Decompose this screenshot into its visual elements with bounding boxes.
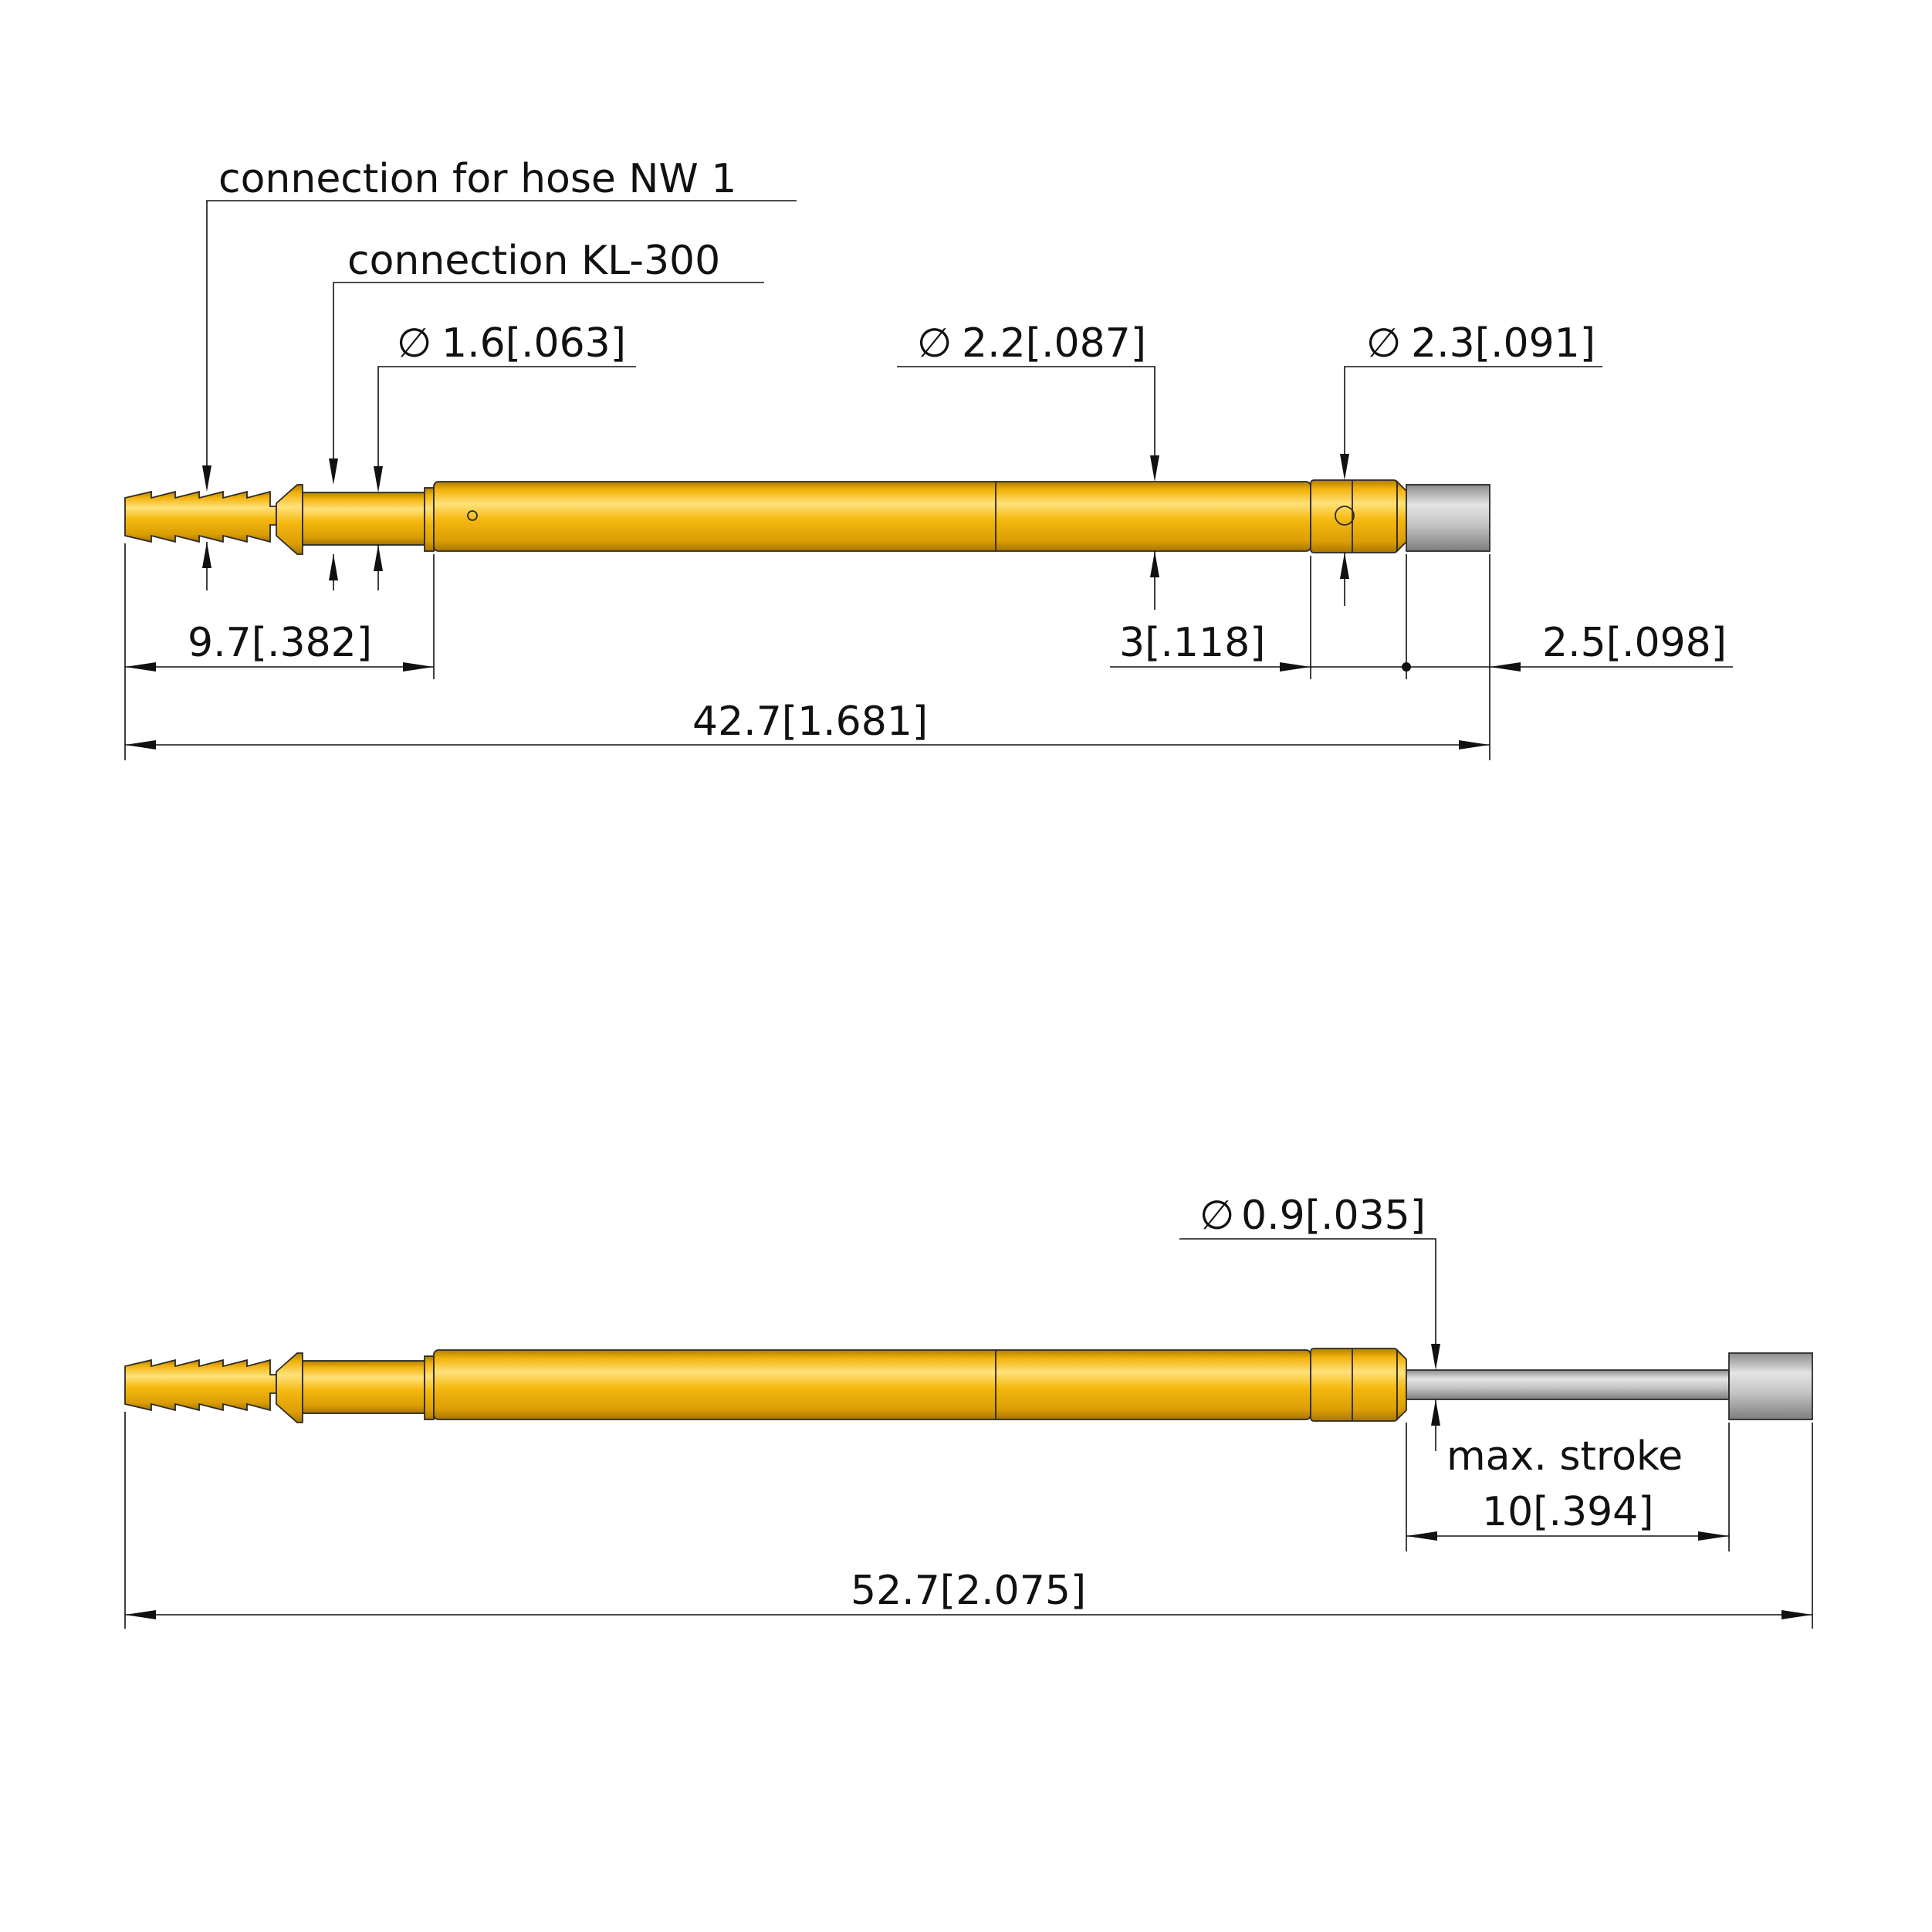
barrel-taper-bottom <box>1397 1350 1406 1419</box>
dim-overall-length-top: 42.7[1.681] <box>692 699 929 745</box>
dim-diameter-2-3: 2.3[.091] <box>1411 320 1596 367</box>
neck-step <box>425 488 434 551</box>
plunger-tip-bottom <box>1729 1353 1812 1419</box>
top-texts <box>188 156 1727 745</box>
diameter-symbol-2: ∅ <box>917 320 952 367</box>
barrel-2-2 <box>434 482 1311 551</box>
hose-barb <box>125 492 276 542</box>
plunger-rod <box>1406 1370 1729 1399</box>
barrel-taper <box>1397 482 1406 551</box>
dim-barb-length: 9.7[.382] <box>188 620 373 666</box>
dim-plunger-diameter: 0.9[.035] <box>1241 1193 1426 1239</box>
neck-1-6 <box>303 492 425 545</box>
kl-connection <box>276 485 303 554</box>
dim-overall-length-bottom: 52.7[2.075] <box>851 1568 1087 1614</box>
hose-barb-bottom <box>125 1360 276 1410</box>
dim-collar-width: 3[.118] <box>1119 620 1266 666</box>
neck-bottom <box>303 1361 425 1413</box>
plunger-tip <box>1406 485 1490 551</box>
kl-connection-bottom <box>276 1353 303 1423</box>
dim-diameter-1-6: 1.6[.063] <box>442 320 627 367</box>
diameter-symbol-3: ∅ <box>1366 320 1402 367</box>
dim-diameter-2-2: 2.2[.087] <box>962 320 1147 367</box>
diameter-symbol-plunger: ∅ <box>1199 1193 1235 1239</box>
collar-bottom <box>1311 1348 1397 1421</box>
barrel-bottom <box>434 1350 1311 1419</box>
label-max-stroke: max. stroke <box>1446 1433 1683 1480</box>
neck-step-bottom <box>425 1356 434 1419</box>
dim-tip-length: 2.5[.098] <box>1542 620 1727 666</box>
probe-top-view <box>125 480 1490 554</box>
dim-stroke-value: 10[.394] <box>1482 1489 1654 1535</box>
diameter-symbol-1: ∅ <box>397 320 432 367</box>
label-hose-connection: connection for hose NW 1 <box>218 156 737 202</box>
label-kl-connection: connection KL-300 <box>347 238 721 284</box>
probe-bottom-view <box>125 1348 1812 1423</box>
